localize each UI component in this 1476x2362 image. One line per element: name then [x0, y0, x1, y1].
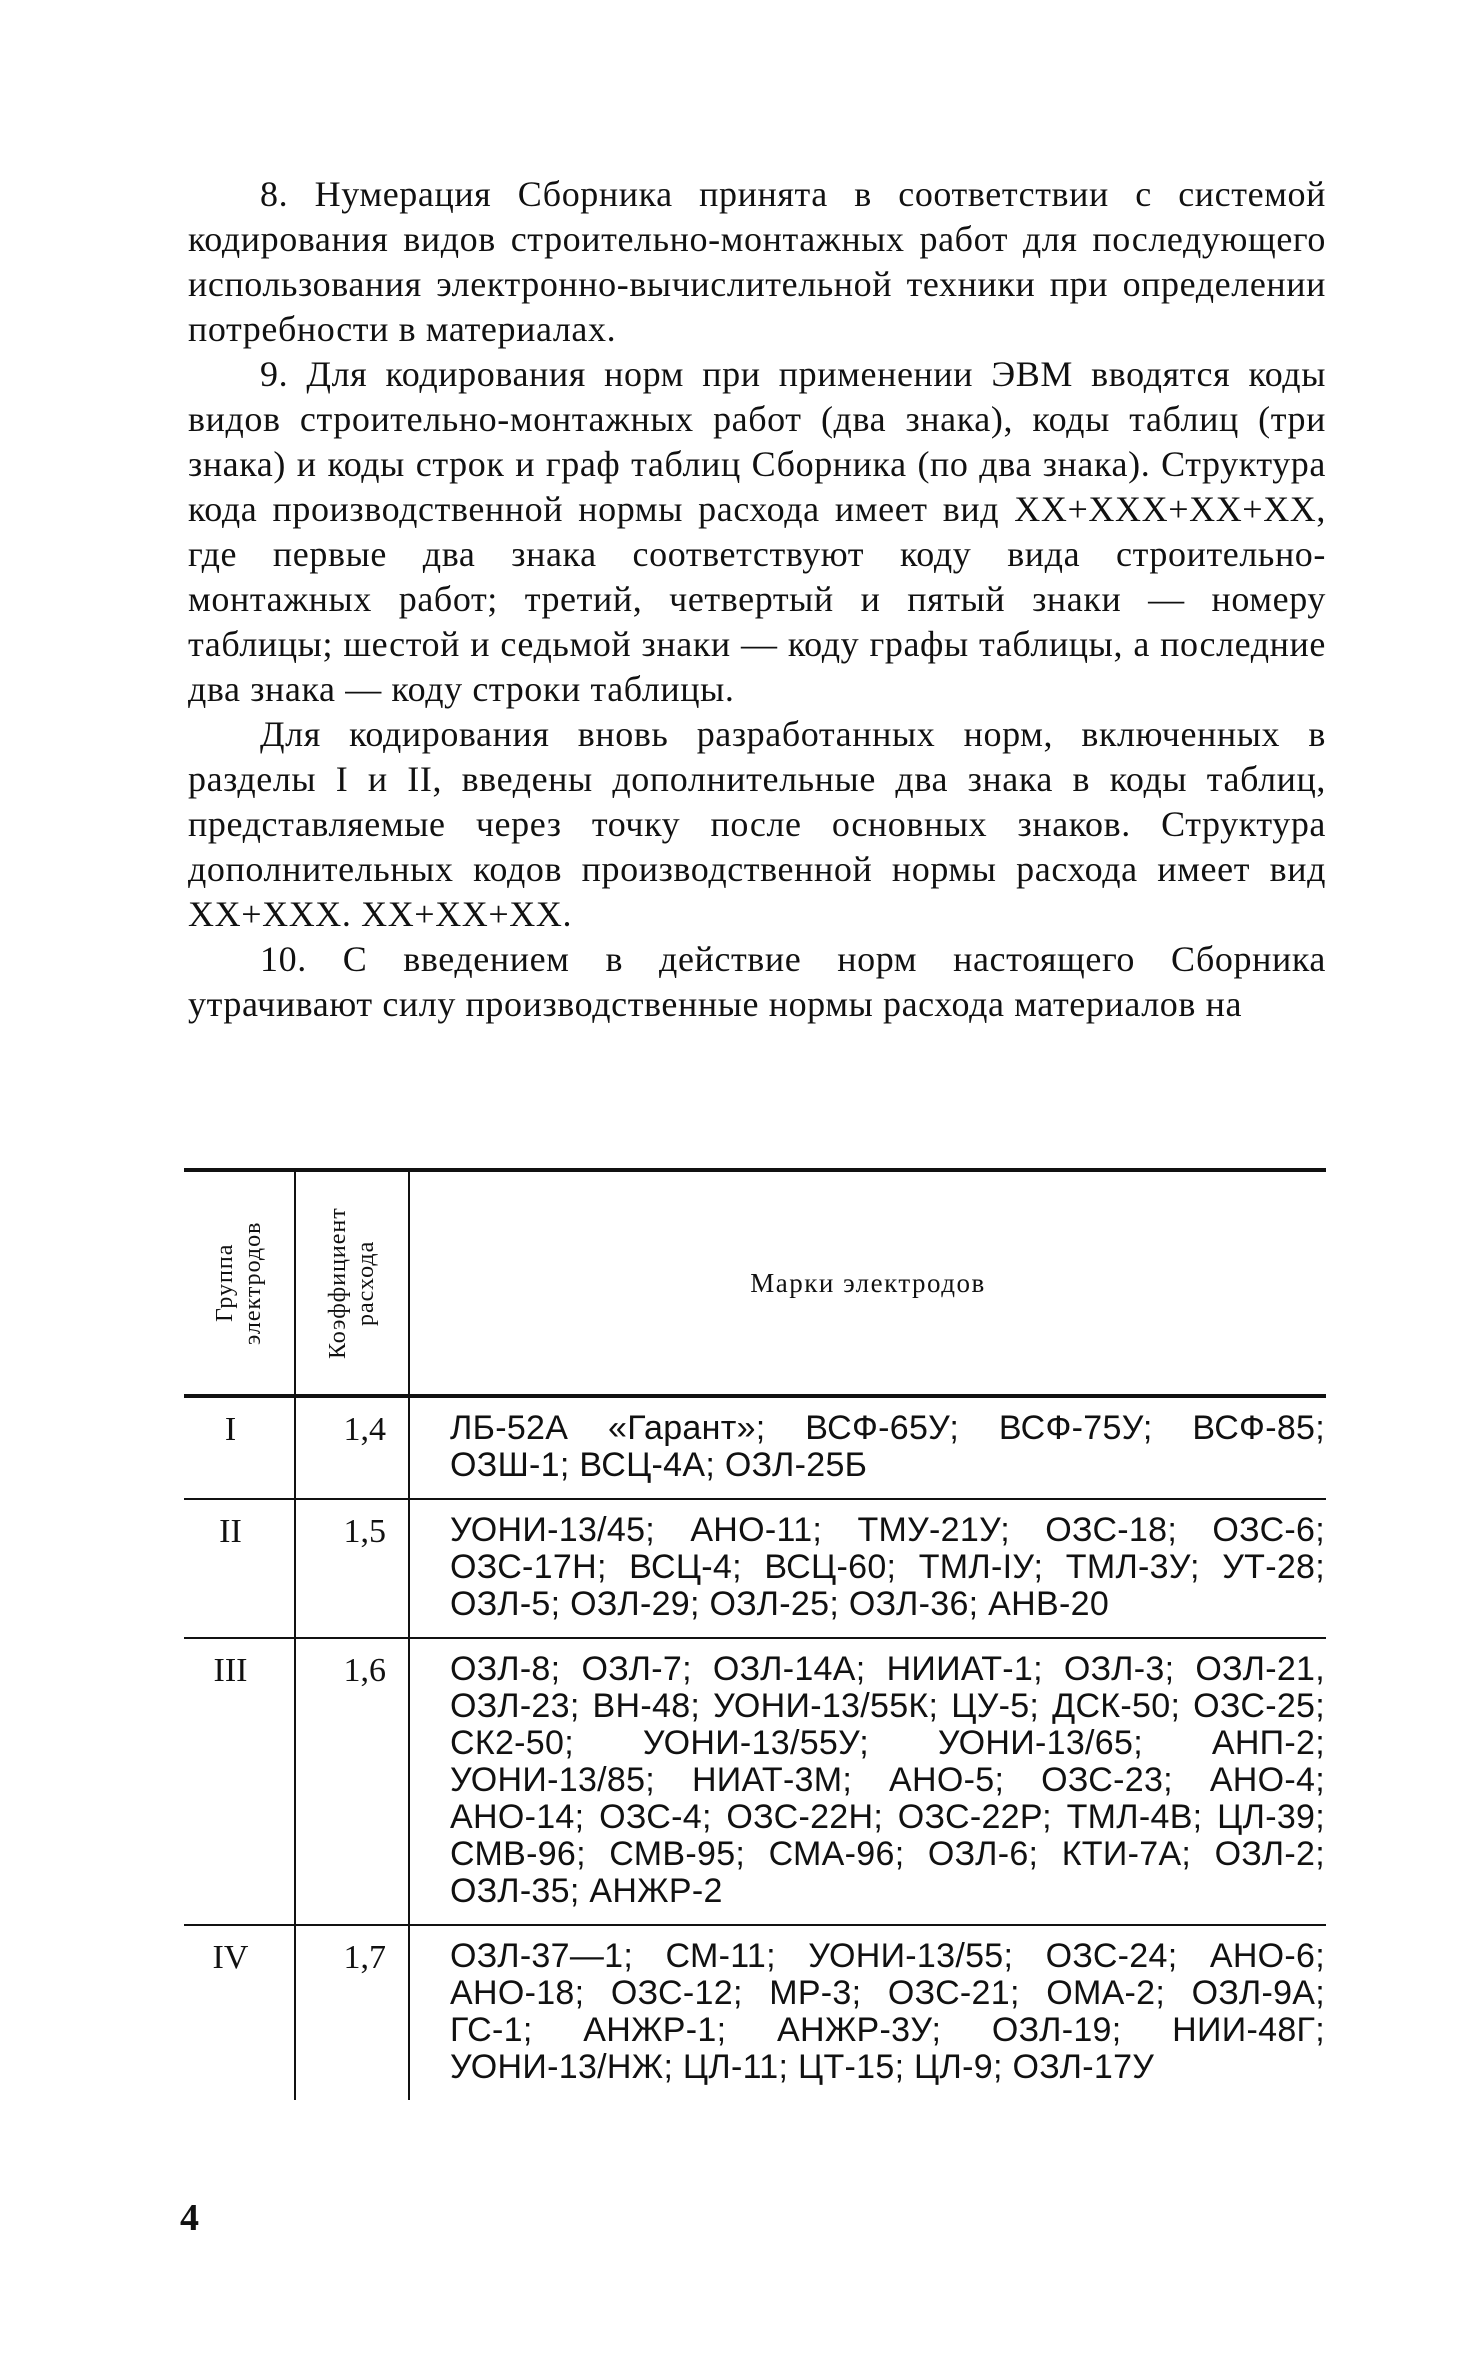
header-brands-label: Марки электродов [750, 1267, 986, 1298]
table-row [184, 1925, 1326, 2100]
header-coefficient [295, 1170, 409, 1396]
header-coefficient-label: Коэффициент расхода [325, 1207, 379, 1359]
header-group [184, 1170, 295, 1396]
table-row [184, 1396, 1326, 1499]
group-cell: II [184, 1499, 295, 1638]
brands-cell: ОЗЛ-37—1; СМ-11; УОНИ-13/55; ОЗС-24; АНО-6; АНО-18; ОЗС-12; МР-3; ОЗС-21; ОМА-2; ОЗЛ-9А; ГС-1; АНЖР-1; АНЖР-3У; ОЗЛ-19; НИИ-48Г; УОНИ-13/НЖ; ЦЛ-11; ЦТ-15; ЦЛ-9; ОЗЛ-17У [409, 1925, 1326, 2100]
table-row [184, 1499, 1326, 1638]
paragraph-10: 10. С введением в действие норм настоящего Сборника утрачивают силу производственные нормы расхода материалов на [188, 939, 1326, 1024]
electrode-table [184, 1168, 1326, 2100]
group-cell: III [184, 1638, 295, 1925]
header-brands [409, 1170, 1326, 1396]
page-number: 4 [180, 2197, 199, 2239]
coefficient-cell: 1,5 [295, 1499, 409, 1638]
body-text [188, 172, 1326, 1027]
coefficient-cell: 1,6 [295, 1638, 409, 1925]
brands-cell: УОНИ-13/45; АНО-11; ТМУ-21У; ОЗС-18; ОЗС-6; ОЗС-17Н; ВСЦ-4; ВСЦ-60; ТМЛ-IУ; ТМЛ-3У; УТ-28; ОЗЛ-5; ОЗЛ-29; ОЗЛ-25; ОЗЛ-36; АНВ-20 [409, 1499, 1326, 1638]
table-row [184, 1638, 1326, 1925]
group-cell: IV [212, 1939, 249, 1976]
header-group-label: Группа электродов [212, 1221, 266, 1345]
brands-cell: ЛБ-52А «Гарант»; ВСФ-65У; ВСФ-75У; ВСФ-85; ОЗШ-1; ВСЦ-4А; ОЗЛ-25Б [409, 1396, 1326, 1499]
paragraph-8: 8. Нумерация Сборника принята в соответствии с системой кодирования видов строительно-монтажных работ для последующего использования электронно-вычислительной техники при определении потребности в материалах. [188, 174, 1326, 349]
table-header-row [184, 1170, 1326, 1396]
coefficient-cell: 1,7 [295, 1925, 409, 2100]
group-cell: I [184, 1396, 295, 1499]
brands-cell: ОЗЛ-8; ОЗЛ-7; ОЗЛ-14А; НИИАТ-1; ОЗЛ-3; ОЗЛ-21, ОЗЛ-23; ВН-48; УОНИ-13/55К; ЦУ-5; ДСК-50; ОЗС-25; СК2-50; УОНИ-13/55У; УОНИ-13/65; АНП-2; УОНИ-13/85; НИАТ-3М; АНО-5; ОЗС-23; АНО-4; АНО-14; ОЗС-4; ОЗС-22Н; ОЗС-22Р; ТМЛ-4В; ЦЛ-39; СМВ-96; СМВ-95; СМА-96; ОЗЛ-6; КТИ-7А; ОЗЛ-2; ОЗЛ-35; АНЖР-2 [409, 1638, 1326, 1925]
coefficient-cell: 1,4 [295, 1396, 409, 1499]
electrode-coefficient-table [184, 1168, 1326, 2100]
paragraph-9-continued: Для кодирования вновь разработанных норм, включенных в разделы I и II, введены дополнительные два знака в коды таблиц, представляемые через точку после основных знаков. Структура дополнительных кодов производственной нормы расхода имеет вид XX+XXX. XX+XX+XX. [188, 714, 1326, 934]
paragraph-9: 9. Для кодирования норм при применении ЭВМ вводятся коды видов строительно-монтажных работ (два знака), коды таблиц (три знака) и коды строк и граф таблиц Сборника (по два знака). Структура кода производственной нормы расхода имеет вид XX+XXX+XX+XX, где первые два знака соответствуют коду вида строительно-монтажных работ; третий, четвертый и пятый знаки — номеру таблицы; шестой и седьмой знаки — коду графы таблицы, а последние два знака — коду строки таблицы. [188, 354, 1326, 709]
